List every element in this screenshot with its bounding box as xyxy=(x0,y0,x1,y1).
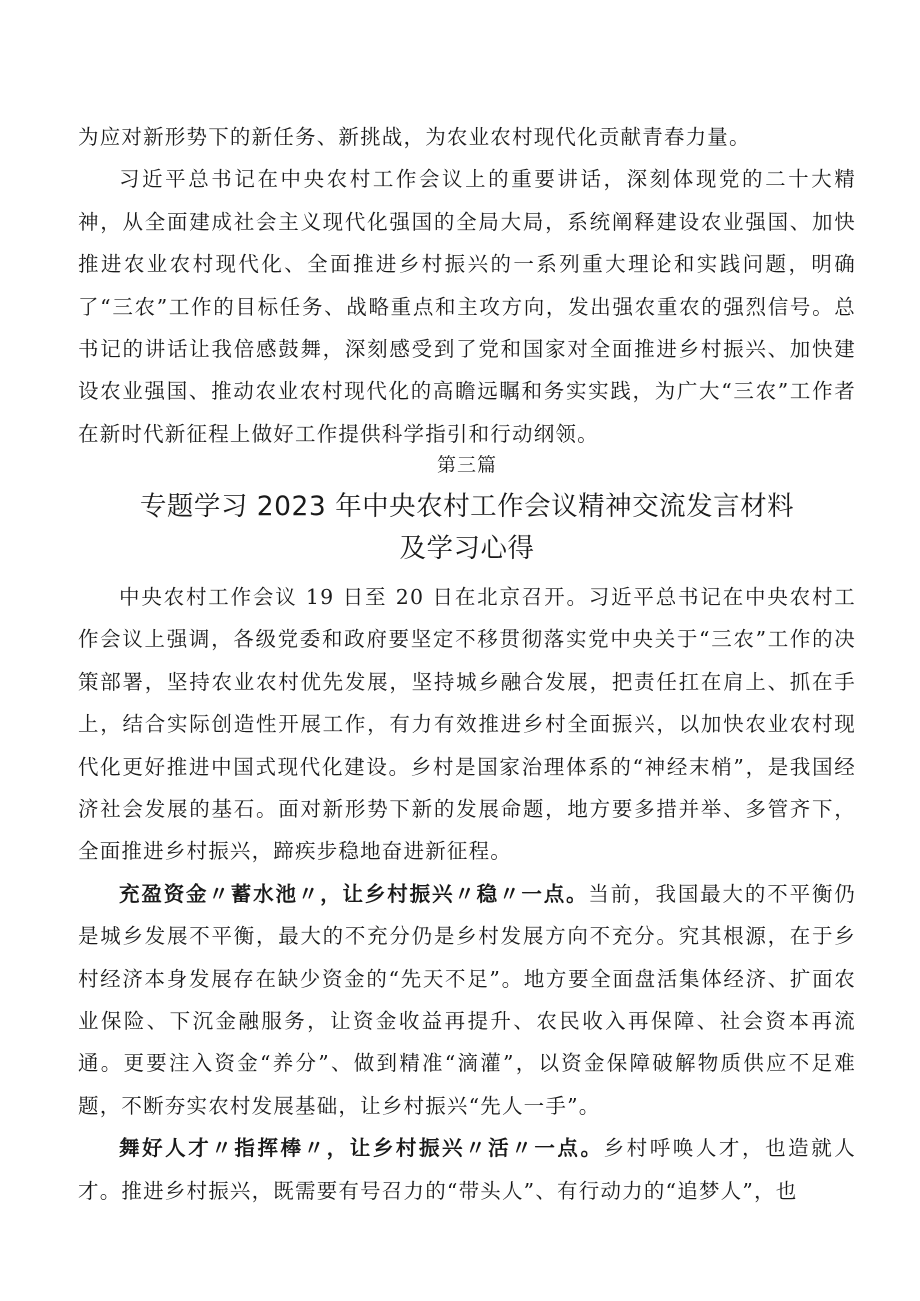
paragraph-funding-text: 当前，我国最大的不平衡仍是城乡发展不平衡，最大的不充分仍是乡村发展方向不充分。究其根源，在于乡村经济本身发展存在缺少资金的“先天不足”。地方要全面盘活集体经济、扩面农业保险、下沉金融服务，让资金收益再提升、农民收入再保障、社会资本再流通。更要注入资金“养分”、做到精准“滴灌”，以资金保障破解物质供应不足难题，不断夯实农村发展基础，让乡村振兴“先人一手”。 xyxy=(78,881,857,1118)
paragraph-continuation: 为应对新形势下的新任务、新挑战，为农业农村现代化贡献青春力量。 xyxy=(78,125,751,149)
paragraph-speech: 习近平总书记在中央农村工作会议上的重要讲话，深刻体现党的二十大精神，从全面建成社会主义现代化强国的全局大局，系统阐释建设农业强国、加快推进农业农村现代化、全面推进乡村振兴的一系列重大理论和实践问题，明确了“三农”工作的目标任务、战略重点和主攻方向，发出强农重农的强烈信号。总书记的讲话让我倍感鼓舞，深刻感受到了党和国家对全面推进乡村振兴、加快建设农业强国、推动农业农村现代化的高瞻远瞩和务实实践，为广大“三农”工作者在新时代新征程上做好工作提供科学指引和行动纲领。 xyxy=(78,167,856,446)
article-heading xyxy=(78,486,856,570)
paragraph-funding-lead: 充盈资金〃蓄水池〃，让乡村振兴〃稳〃一点。 xyxy=(119,881,589,906)
top-text-block xyxy=(78,116,856,455)
paragraph-talent xyxy=(78,1127,856,1212)
heading-line-1: 专题学习 2023 年中央农村工作会议精神交流发言材料 xyxy=(139,491,795,522)
paragraph-funding xyxy=(78,873,856,1127)
paragraph-talent-text: 乡村呼唤人才，也造就人才。推进乡村振兴，既需要有号召力的“带头人”、有行动力的“追梦人”，也 xyxy=(78,1136,857,1203)
section-label: 第三篇 xyxy=(436,454,497,476)
body-text-block xyxy=(78,576,856,1212)
paragraph-intro: 中央农村工作会议 19 日至 20 日在北京召开。习近平总书记在中央农村工作会议上强调，各级党委和政府要坚定不移贯彻落实党中央关于“三农”工作的决策部署，坚持农业农村优先发展，坚持城乡融合发展，把责任扛在肩上、抓在手上，结合实际创造性开展工作，有力有效推进乡村全面振兴，以加快农业农村现代化更好推进中国式现代化建设。乡村是国家治理体系的“神经末梢”，是我国经济社会发展的基石。面对新形势下新的发展命题，地方要多措并举、多管齐下，全面推进乡村振兴，蹄疾步稳地奋进新征程。 xyxy=(78,585,856,864)
paragraph-talent-lead: 舞好人才〃指挥棒〃，让乡村振兴〃活〃一点。 xyxy=(119,1136,604,1161)
heading-line-2: 及学习心得 xyxy=(399,533,535,564)
